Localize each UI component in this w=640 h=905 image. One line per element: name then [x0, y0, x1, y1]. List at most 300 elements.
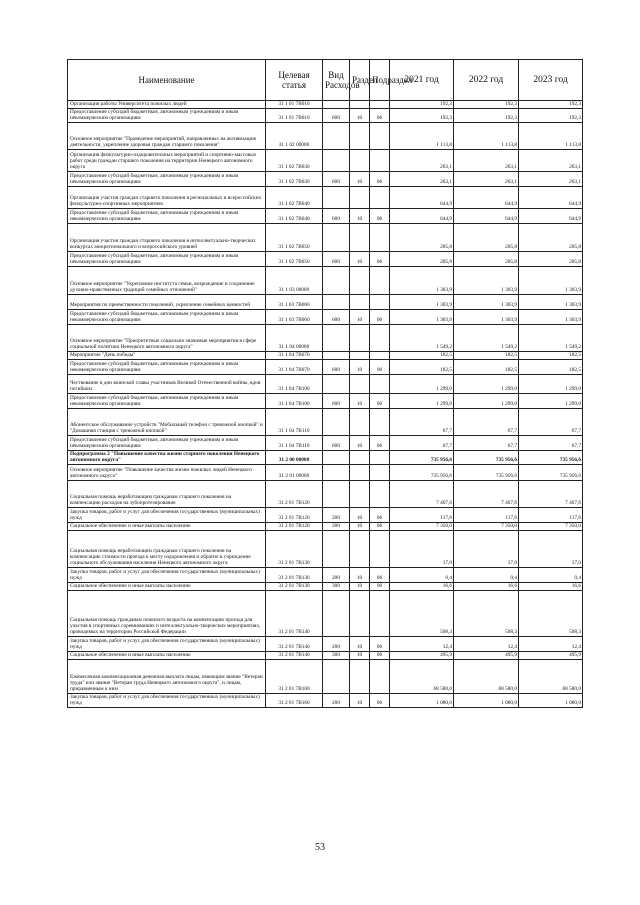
cell-name: Социальная помощь гражданам пожилого возраста на компенсацию проезда для участия в спортивных соревнованиях и интеллектуально-творческих мероприятиях, проводимых на территории Российской Федерации — [68, 591, 266, 637]
cell-2022: 7 350,0 — [454, 523, 519, 531]
cell-name: Организация участия граждан старшего поколения в интеллектуально-творческих конкурсах межрегионального и всероссийского уровней — [68, 224, 266, 252]
table-row — [68, 531, 583, 568]
cell-2023: 205,8 — [519, 252, 583, 267]
cell-section: 10 — [350, 694, 370, 708]
table-row — [68, 394, 583, 409]
header-2021: 2021 год — [390, 60, 454, 101]
page-number: 53 — [315, 842, 325, 853]
cell-section — [350, 591, 370, 637]
cell-2022: 7 467,6 — [454, 481, 519, 508]
cell-expense-type — [323, 409, 350, 436]
cell-2022: 1 303,9 — [454, 295, 519, 310]
cell-expense-type — [323, 295, 350, 310]
cell-2023: 263,1 — [519, 172, 583, 187]
cell-2022: 17,0 — [454, 531, 519, 568]
cell-2023: 182,5 — [519, 352, 583, 360]
cell-name: Основное мероприятие "Укрепление института семьи, возрождение и сохранение духовно-нравственных традиций семейных отношений" — [68, 267, 266, 295]
cell-section: 10 — [350, 394, 370, 409]
cell-2023: 17,0 — [519, 531, 583, 568]
cell-expense-type — [323, 375, 350, 394]
table-row — [68, 352, 583, 360]
cell-name: Предоставление субсидий бюджетным, автономным учреждениям и иным некоммерческим организациям — [68, 252, 266, 267]
budget-table-container — [67, 59, 582, 708]
cell-2023: 67,7 — [519, 436, 583, 451]
cell-subsection — [370, 409, 390, 436]
cell-2021: 1 549,2 — [390, 325, 454, 352]
cell-subsection: 06 — [370, 209, 390, 224]
cell-subsection: 06 — [370, 436, 390, 451]
cell-2022: 1 299,0 — [454, 375, 519, 394]
cell-2021: 508,3 — [390, 591, 454, 637]
cell-2022: 508,3 — [454, 591, 519, 637]
header-code: Целевая статья — [266, 60, 323, 101]
cell-name: Закупка товаров, работ и услуг для обеспечения государственных (муниципальных) нужд — [68, 637, 266, 652]
cell-2021: 263,1 — [390, 150, 454, 172]
cell-2021: 12,4 — [390, 637, 454, 652]
cell-expense-type: 300 — [323, 583, 350, 591]
budget-table — [67, 59, 583, 708]
cell-section — [350, 267, 370, 295]
cell-section — [350, 660, 370, 694]
cell-subsection — [370, 295, 390, 310]
header-expense-type: Вид Расходов — [323, 60, 350, 101]
cell-2021: 205,8 — [390, 252, 454, 267]
cell-name: Основное мероприятие "Повышение качества жизни пожилых людей Ненецкого автономного округа" — [68, 465, 266, 481]
cell-2022: 205,8 — [454, 252, 519, 267]
cell-name: Предоставление субсидий бюджетным, автономным учреждениям и иным некоммерческим организациям — [68, 209, 266, 224]
cell-2023: 7 467,6 — [519, 481, 583, 508]
cell-expense-type: 200 — [323, 637, 350, 652]
cell-2022: 16,6 — [454, 583, 519, 591]
cell-2021: 7 467,6 — [390, 481, 454, 508]
cell-2022: 192,3 — [454, 109, 519, 123]
cell-name: Предоставление субсидий бюджетным, автономным учреждениям и иным некоммерческим организациям — [68, 360, 266, 375]
header-name: Наименование — [68, 60, 266, 101]
cell-expense-type: 200 — [323, 568, 350, 583]
cell-2021: 182,5 — [390, 360, 454, 375]
cell-section: 10 — [350, 172, 370, 187]
cell-section: 10 — [350, 209, 370, 224]
cell-2022: 182,5 — [454, 352, 519, 360]
cell-section — [350, 224, 370, 252]
cell-code: 31 2 01 7В140 — [266, 591, 323, 637]
cell-subsection — [370, 101, 390, 109]
cell-subsection — [370, 224, 390, 252]
cell-expense-type: 600 — [323, 310, 350, 325]
cell-code: 31 2 01 7В160 — [266, 660, 323, 694]
cell-subsection — [370, 150, 390, 172]
header-subsection: Подраздел — [370, 60, 390, 101]
cell-expense-type: 300 — [323, 652, 350, 660]
cell-section — [350, 409, 370, 436]
cell-2021: 735 956,6 — [390, 465, 454, 481]
cell-code: 31 1 02 7В030 — [266, 150, 323, 172]
cell-2021: 192,3 — [390, 101, 454, 109]
cell-subsection — [370, 325, 390, 352]
cell-code: 31 1 02 7В030 — [266, 172, 323, 187]
cell-2021: 1 299,0 — [390, 375, 454, 394]
cell-name: Закупка товаров, работ и услуг для обеспечения государственных (муниципальных) нужд — [68, 568, 266, 583]
cell-2021: 16,6 — [390, 583, 454, 591]
table-row — [68, 465, 583, 481]
cell-name: Социальное обеспечение и иные выплаты населению — [68, 523, 266, 531]
table-header — [68, 60, 583, 101]
cell-subsection — [370, 187, 390, 209]
cell-2022: 1 080,0 — [454, 694, 519, 708]
cell-subsection — [370, 531, 390, 568]
cell-2022: 68 580,0 — [454, 660, 519, 694]
cell-code: 31 1 02 7В050 — [266, 224, 323, 252]
cell-2022: 117,6 — [454, 508, 519, 523]
cell-name: Мероприятия по преемственности поколений, укрепление семейных ценностей — [68, 295, 266, 310]
cell-expense-type — [323, 531, 350, 568]
cell-2021: 1 299,0 — [390, 394, 454, 409]
cell-2022: 182,5 — [454, 360, 519, 375]
cell-2022: 1 299,0 — [454, 394, 519, 409]
cell-code: 31 2 01 7В130 — [266, 568, 323, 583]
cell-expense-type: 600 — [323, 109, 350, 123]
cell-section — [350, 451, 370, 465]
table-row — [68, 325, 583, 352]
cell-expense-type — [323, 451, 350, 465]
cell-2023: 68 580,0 — [519, 660, 583, 694]
table-body — [68, 101, 583, 708]
cell-2021: 68 580,0 — [390, 660, 454, 694]
cell-subsection — [370, 465, 390, 481]
table-row — [68, 252, 583, 267]
table-row — [68, 150, 583, 172]
cell-expense-type — [323, 224, 350, 252]
cell-2021: 1 113,8 — [390, 123, 454, 150]
cell-code: 31 1 02 7В050 — [266, 252, 323, 267]
cell-2023: 735 956,6 — [519, 465, 583, 481]
cell-2021: 735 956,6 — [390, 451, 454, 465]
cell-section — [350, 375, 370, 394]
table-row — [68, 360, 583, 375]
table-row — [68, 481, 583, 508]
cell-subsection: 06 — [370, 637, 390, 652]
cell-2022: 0,4 — [454, 568, 519, 583]
cell-name: Чествование в дни воинской славы участников Великой Отечественной войны, вдов погибших — [68, 375, 266, 394]
cell-section: 10 — [350, 436, 370, 451]
cell-subsection: 06 — [370, 360, 390, 375]
cell-section — [350, 101, 370, 109]
cell-2021: 17,0 — [390, 531, 454, 568]
cell-2022: 1 303,9 — [454, 267, 519, 295]
table-row — [68, 591, 583, 637]
cell-expense-type: 600 — [323, 394, 350, 409]
cell-2023: 508,3 — [519, 591, 583, 637]
cell-expense-type: 600 — [323, 172, 350, 187]
cell-code: 31 2 01 7В130 — [266, 583, 323, 591]
cell-subsection: 06 — [370, 172, 390, 187]
cell-2022: 12,4 — [454, 637, 519, 652]
cell-code: 31 1 04 7В110 — [266, 409, 323, 436]
cell-expense-type: 300 — [323, 523, 350, 531]
table-row — [68, 187, 583, 209]
cell-code: 31 2 01 7В120 — [266, 481, 323, 508]
cell-code: 31 1 04 7В100 — [266, 375, 323, 394]
cell-expense-type — [323, 123, 350, 150]
cell-name: Подпрограмма 2 "Повышение качества жизни старшего поколения Ненецкого автономного округа" — [68, 451, 266, 465]
cell-2023: 644,9 — [519, 187, 583, 209]
cell-subsection — [370, 352, 390, 360]
cell-subsection — [370, 267, 390, 295]
cell-2021: 495,9 — [390, 652, 454, 660]
cell-name: Социальная помощь неработающим гражданам старшего поколения на компенсацию стоимости проезда к месту оздоровления и обратно в учреждение социального обслуживания населения Ненецкого автономного округа — [68, 531, 266, 568]
cell-expense-type — [323, 150, 350, 172]
table-row — [68, 568, 583, 583]
cell-2022: 67,7 — [454, 436, 519, 451]
table-row — [68, 375, 583, 394]
cell-code: 31 1 04 7В110 — [266, 436, 323, 451]
cell-subsection: 06 — [370, 252, 390, 267]
cell-name: Основное мероприятие "Приоритетные социально значимые мероприятия в сфере социальной политики Ненецкого автономного округа" — [68, 325, 266, 352]
cell-name: Закупка товаров, работ и услуг для обеспечения государственных (муниципальных) нужд — [68, 694, 266, 708]
cell-subsection — [370, 660, 390, 694]
header-row — [68, 60, 583, 101]
cell-2023: 12,4 — [519, 637, 583, 652]
cell-name: Предоставление субсидий бюджетным, автономным учреждениям и иным некоммерческим организациям — [68, 310, 266, 325]
cell-code: 31 2 01 7В140 — [266, 637, 323, 652]
cell-2022: 1 549,2 — [454, 325, 519, 352]
cell-subsection: 06 — [370, 652, 390, 660]
table-row — [68, 409, 583, 436]
cell-2023: 1 299,0 — [519, 394, 583, 409]
cell-expense-type — [323, 481, 350, 508]
cell-2021: 1 303,9 — [390, 310, 454, 325]
cell-subsection — [370, 481, 390, 508]
cell-section: 10 — [350, 652, 370, 660]
cell-2022: 1 113,8 — [454, 123, 519, 150]
cell-code: 31 1 02 7В040 — [266, 187, 323, 209]
cell-section — [350, 465, 370, 481]
cell-name: Социальное обеспечение и иные выплаты населению — [68, 583, 266, 591]
table-row — [68, 109, 583, 123]
cell-subsection — [370, 123, 390, 150]
cell-2022: 735 956,6 — [454, 465, 519, 481]
cell-subsection: 06 — [370, 694, 390, 708]
cell-2023: 644,9 — [519, 209, 583, 224]
cell-section: 10 — [350, 568, 370, 583]
cell-name: Основное мероприятие "Проведение мероприятий, направленных на активизацию деятельности, укрепление здоровья граждан старшего поколения" — [68, 123, 266, 150]
cell-2021: 192,3 — [390, 109, 454, 123]
cell-2021: 644,9 — [390, 209, 454, 224]
cell-2021: 1 080,0 — [390, 694, 454, 708]
cell-2022: 644,9 — [454, 209, 519, 224]
cell-2022: 495,9 — [454, 652, 519, 660]
cell-name: Организация участия граждан старшего поколения в региональных и всероссийских физкультурно-спортивных мероприятиях — [68, 187, 266, 209]
cell-name: Организация работы Университета пожилых людей — [68, 101, 266, 109]
cell-expense-type — [323, 352, 350, 360]
cell-code: 31 1 01 7В010 — [266, 109, 323, 123]
table-row — [68, 101, 583, 109]
cell-section: 10 — [350, 523, 370, 531]
cell-2021: 263,1 — [390, 172, 454, 187]
cell-section: 10 — [350, 310, 370, 325]
cell-name: Организация физкультурно-оздоровительных мероприятий и спортивно-массовых работ среди граждан старшего поколения на территории Ненецкого автономного округа — [68, 150, 266, 172]
cell-code: 31 2 01 7В160 — [266, 694, 323, 708]
cell-name: Абонентское обслуживание устройств "Мобильный телефон с тревожной кнопкой" и "Домашняя станция с тревожной кнопкой" — [68, 409, 266, 436]
header-2022: 2022 год — [454, 60, 519, 101]
cell-2023: 192,3 — [519, 109, 583, 123]
cell-2021: 7 350,0 — [390, 523, 454, 531]
cell-section — [350, 295, 370, 310]
cell-code: 31 2 01 7В120 — [266, 508, 323, 523]
cell-2022: 205,8 — [454, 224, 519, 252]
cell-code: 31 1 04 00000 — [266, 325, 323, 352]
cell-code: 31 1 03 7В060 — [266, 295, 323, 310]
cell-2022: 263,1 — [454, 172, 519, 187]
table-row — [68, 637, 583, 652]
cell-section — [350, 150, 370, 172]
cell-name: Предоставление субсидий бюджетным, автономным учреждениям и иным некоммерческим организациям — [68, 172, 266, 187]
header-2023: 2023 год — [519, 60, 583, 101]
cell-subsection: 06 — [370, 109, 390, 123]
cell-2021: 182,5 — [390, 352, 454, 360]
table-row — [68, 123, 583, 150]
cell-code: 31 1 03 00000 — [266, 267, 323, 295]
cell-name: Социальная помощь неработающим гражданам старшего поколения на компенсацию расходов на зубопротезирование — [68, 481, 266, 508]
header-section: Раздел — [350, 60, 370, 101]
cell-section: 10 — [350, 252, 370, 267]
cell-section: 10 — [350, 360, 370, 375]
cell-2022: 67,7 — [454, 409, 519, 436]
table-row — [68, 652, 583, 660]
cell-2023: 1 080,0 — [519, 694, 583, 708]
cell-expense-type: 200 — [323, 694, 350, 708]
cell-name: Закупка товаров, работ и услуг для обеспечения государственных (муниципальных) нужд — [68, 508, 266, 523]
cell-expense-type — [323, 325, 350, 352]
table-row — [68, 451, 583, 465]
table-row — [68, 295, 583, 310]
cell-code: 31 2 00 00000 — [266, 451, 323, 465]
cell-expense-type: 600 — [323, 436, 350, 451]
cell-expense-type — [323, 591, 350, 637]
cell-code: 31 1 04 7В100 — [266, 394, 323, 409]
cell-name: Социальное обеспечение и иные выплаты населению — [68, 652, 266, 660]
cell-2023: 117,6 — [519, 508, 583, 523]
cell-2023: 1 299,0 — [519, 375, 583, 394]
cell-2023: 205,8 — [519, 224, 583, 252]
cell-name: Предоставление субсидий бюджетным, автономным учреждениям и иным некоммерческим организациям — [68, 109, 266, 123]
cell-code: 31 1 01 7В010 — [266, 101, 323, 109]
cell-2023: 16,6 — [519, 583, 583, 591]
table-row — [68, 310, 583, 325]
cell-expense-type — [323, 101, 350, 109]
cell-2023: 1 303,9 — [519, 310, 583, 325]
cell-2021: 67,7 — [390, 409, 454, 436]
table-row — [68, 172, 583, 187]
cell-code: 31 1 02 7В040 — [266, 209, 323, 224]
cell-section — [350, 481, 370, 508]
cell-section — [350, 325, 370, 352]
cell-name: Предоставление субсидий бюджетным, автономным учреждениям и иным некоммерческим организациям — [68, 436, 266, 451]
cell-2021: 1 303,9 — [390, 267, 454, 295]
cell-expense-type: 200 — [323, 508, 350, 523]
cell-section: 10 — [350, 637, 370, 652]
cell-code: 31 1 04 7В070 — [266, 360, 323, 375]
table-row — [68, 523, 583, 531]
cell-2021: 0,4 — [390, 568, 454, 583]
cell-2023: 735 956,6 — [519, 451, 583, 465]
cell-expense-type — [323, 187, 350, 209]
cell-code: 31 1 03 7В060 — [266, 310, 323, 325]
cell-2021: 67,7 — [390, 436, 454, 451]
cell-code: 31 2 01 7В120 — [266, 523, 323, 531]
cell-2023: 495,9 — [519, 652, 583, 660]
cell-subsection: 06 — [370, 310, 390, 325]
cell-expense-type: 600 — [323, 252, 350, 267]
cell-name: Предоставление субсидий бюджетным, автономным учреждениям и иным некоммерческим организациям — [68, 394, 266, 409]
cell-2022: 1 303,9 — [454, 310, 519, 325]
cell-subsection — [370, 451, 390, 465]
cell-2021: 117,6 — [390, 508, 454, 523]
cell-2022: 644,9 — [454, 187, 519, 209]
cell-subsection: 06 — [370, 568, 390, 583]
cell-2023: 1 113,8 — [519, 123, 583, 150]
cell-subsection: 06 — [370, 394, 390, 409]
table-row — [68, 267, 583, 295]
cell-2023: 67,7 — [519, 409, 583, 436]
cell-2023: 1 549,2 — [519, 325, 583, 352]
cell-2023: 182,5 — [519, 360, 583, 375]
cell-2021: 1 303,9 — [390, 295, 454, 310]
cell-section: 10 — [350, 583, 370, 591]
cell-2023: 7 350,0 — [519, 523, 583, 531]
cell-code: 31 1 04 7В070 — [266, 352, 323, 360]
cell-2022: 263,1 — [454, 150, 519, 172]
table-row — [68, 224, 583, 252]
cell-section — [350, 352, 370, 360]
cell-2022: 192,3 — [454, 101, 519, 109]
table-row — [68, 694, 583, 708]
cell-code: 31 2 01 00000 — [266, 465, 323, 481]
cell-code: 31 1 02 00000 — [266, 123, 323, 150]
cell-2023: 1 303,9 — [519, 267, 583, 295]
cell-subsection — [370, 375, 390, 394]
cell-code: 31 2 01 7В130 — [266, 531, 323, 568]
cell-name: Мероприятие "День победы" — [68, 352, 266, 360]
cell-subsection: 06 — [370, 583, 390, 591]
table-row — [68, 660, 583, 694]
table-row — [68, 583, 583, 591]
cell-name: Ежемесячная компенсационная денежная выплата лицам, имеющим звание "Ветеран труда" или звание "Ветеран труда Ненецкого автономного округа", и лицам, приравненным к ним — [68, 660, 266, 694]
cell-2021: 205,8 — [390, 224, 454, 252]
cell-2023: 1 303,9 — [519, 295, 583, 310]
cell-section — [350, 531, 370, 568]
cell-subsection: 06 — [370, 523, 390, 531]
cell-section: 10 — [350, 508, 370, 523]
table-row — [68, 209, 583, 224]
cell-subsection — [370, 591, 390, 637]
cell-expense-type: 600 — [323, 209, 350, 224]
cell-section: 10 — [350, 109, 370, 123]
cell-2021: 644,9 — [390, 187, 454, 209]
cell-expense-type — [323, 465, 350, 481]
cell-expense-type — [323, 267, 350, 295]
table-row — [68, 508, 583, 523]
cell-code: 31 2 01 7В140 — [266, 652, 323, 660]
cell-expense-type — [323, 660, 350, 694]
cell-2023: 192,3 — [519, 101, 583, 109]
cell-2022: 735 956,6 — [454, 451, 519, 465]
cell-2023: 0,4 — [519, 568, 583, 583]
cell-expense-type: 600 — [323, 360, 350, 375]
cell-section — [350, 187, 370, 209]
cell-subsection: 06 — [370, 508, 390, 523]
cell-section — [350, 123, 370, 150]
